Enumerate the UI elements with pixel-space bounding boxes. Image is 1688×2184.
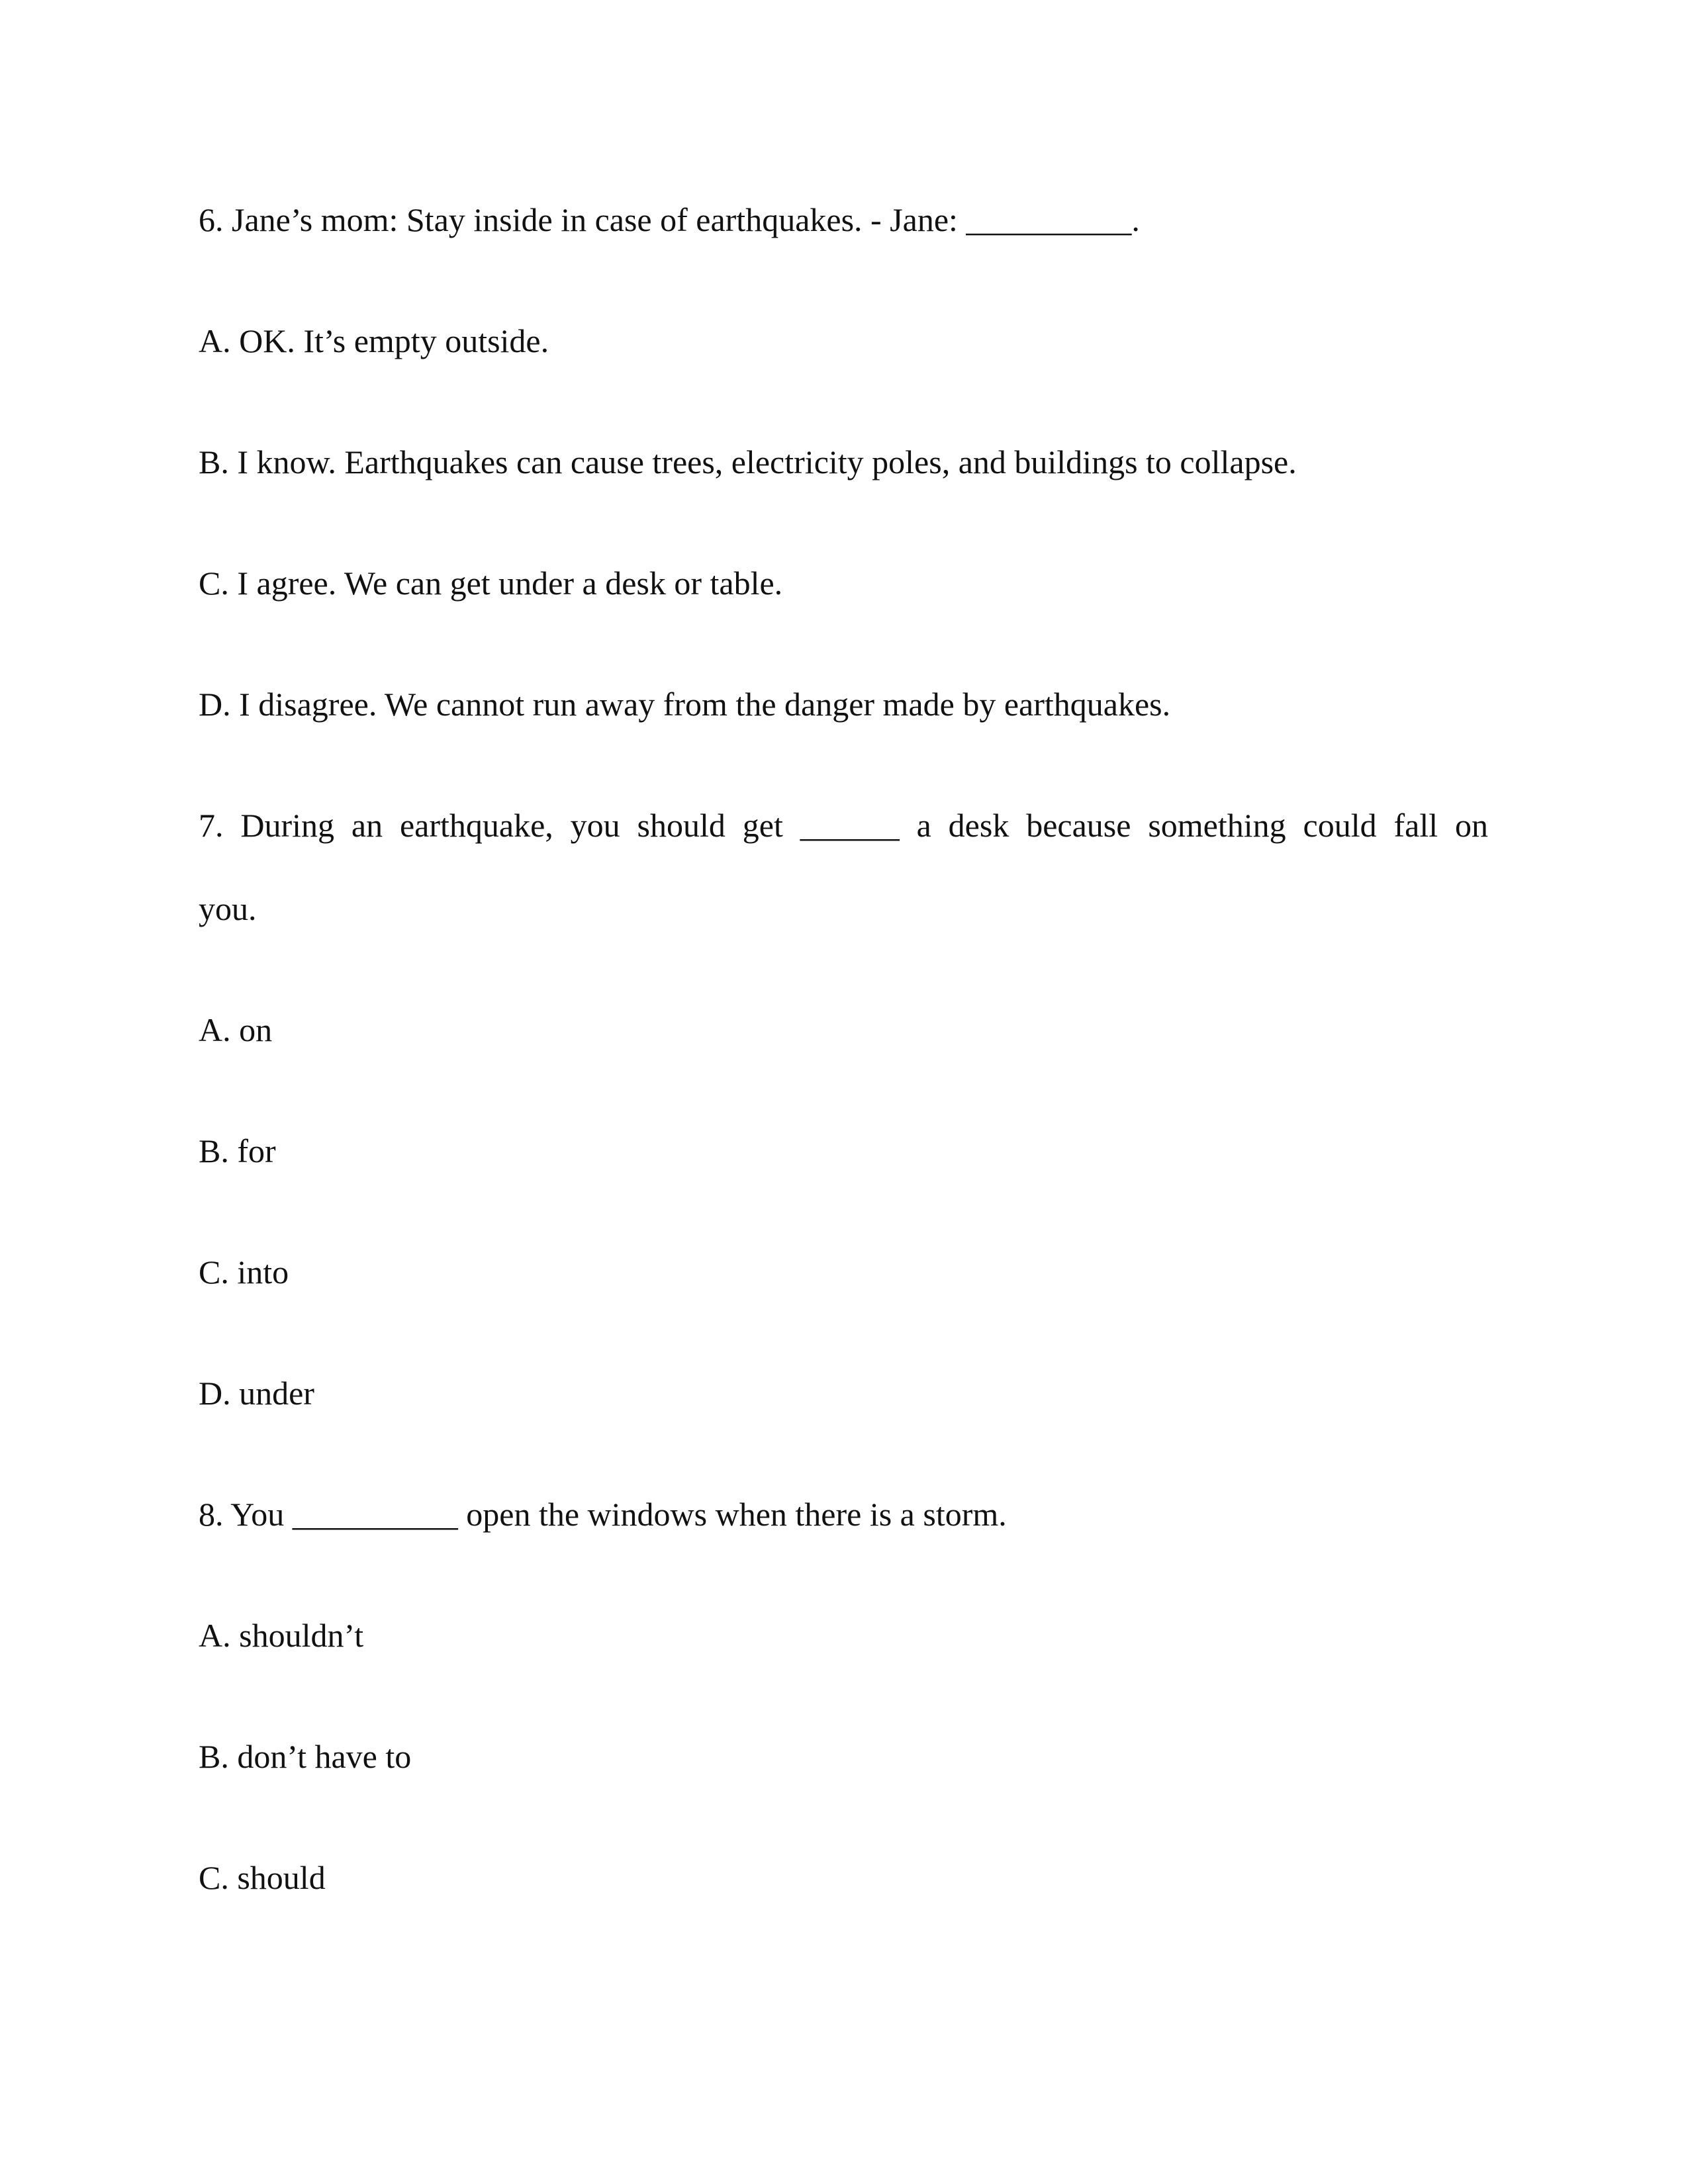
question-6-option-a: A. OK. It’s empty outside.: [199, 322, 549, 359]
question-7-option-c: C. into: [199, 1253, 289, 1291]
question-7-option-d: D. under: [199, 1375, 314, 1412]
question-8-option-b: B. don’t have to: [199, 1738, 412, 1775]
question-7-option-b: B. for: [199, 1132, 276, 1169]
question-7-option-a: A. on: [199, 1011, 273, 1048]
question-6-stem: 6. Jane’s mom: Stay inside in case of earthquakes. - Jane: __________.: [199, 201, 1140, 238]
question-8-option-a: A. shouldn’t: [199, 1617, 364, 1654]
question-7-stem-line-1: 7. During an earthquake, you should get ______ a desk because something could fall on: [199, 807, 1488, 844]
question-6-option-b: B. I know. Earthquakes can cause trees, electricity poles, and buildings to collapse.: [199, 443, 1297, 480]
question-6-option-c: C. I agree. We can get under a desk or table.: [199, 565, 783, 602]
question-8-option-c: C. should: [199, 1859, 326, 1896]
question-7-stem-line-2: you.: [199, 890, 257, 927]
question-8-stem: 8. You __________ open the windows when there is a storm.: [199, 1496, 1007, 1533]
question-6-option-d: D. I disagree. We cannot run away from the danger made by earthquakes.: [199, 686, 1171, 723]
